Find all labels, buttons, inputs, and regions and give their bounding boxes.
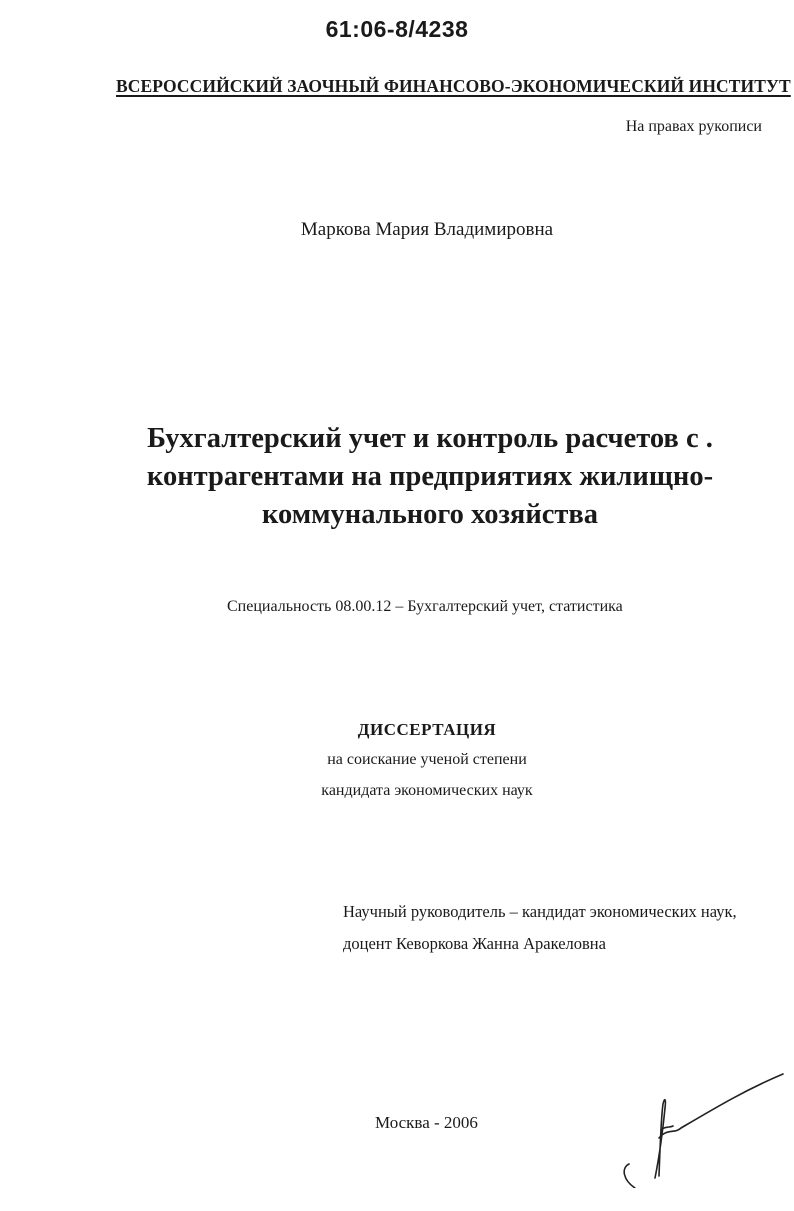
supervisor-line: доцент Кеворкова Жанна Аракеловна <box>343 934 606 953</box>
document-type: ДИССЕРТАЦИЯ <box>357 720 497 739</box>
title-line: контрагентами на предприятиях жилищно- <box>146 461 714 492</box>
degree-line: кандидата экономических наук <box>321 782 533 799</box>
rights-note: На правах рукописи <box>625 118 762 135</box>
degree-line: на соискание ученой степени <box>327 751 527 768</box>
supervisor-line: Научный руководитель – кандидат экономических наук, <box>343 902 737 921</box>
title-line: коммунального хозяйства <box>261 499 599 530</box>
author-name: Маркова Мария Владимировна <box>300 219 554 240</box>
handwritten-signature <box>615 1068 785 1188</box>
dissertation-title <box>90 420 770 534</box>
title-line: Бухгалтерский учет и контроль расчетов с . <box>147 423 713 454</box>
institute-name: ВСЕРОССИЙСКИЙ ЗАОЧНЫЙ ФИНАНСОВО-ЭКОНОМИЧЕСКИЙ ИНСТИТУТ <box>116 76 791 96</box>
city-year: Москва - 2006 <box>375 1113 478 1132</box>
catalog-number: 61:06-8/4238 <box>325 16 469 42</box>
specialty-line: Специальность 08.00.12 – Бухгалтерский учет, статистика <box>227 598 623 615</box>
